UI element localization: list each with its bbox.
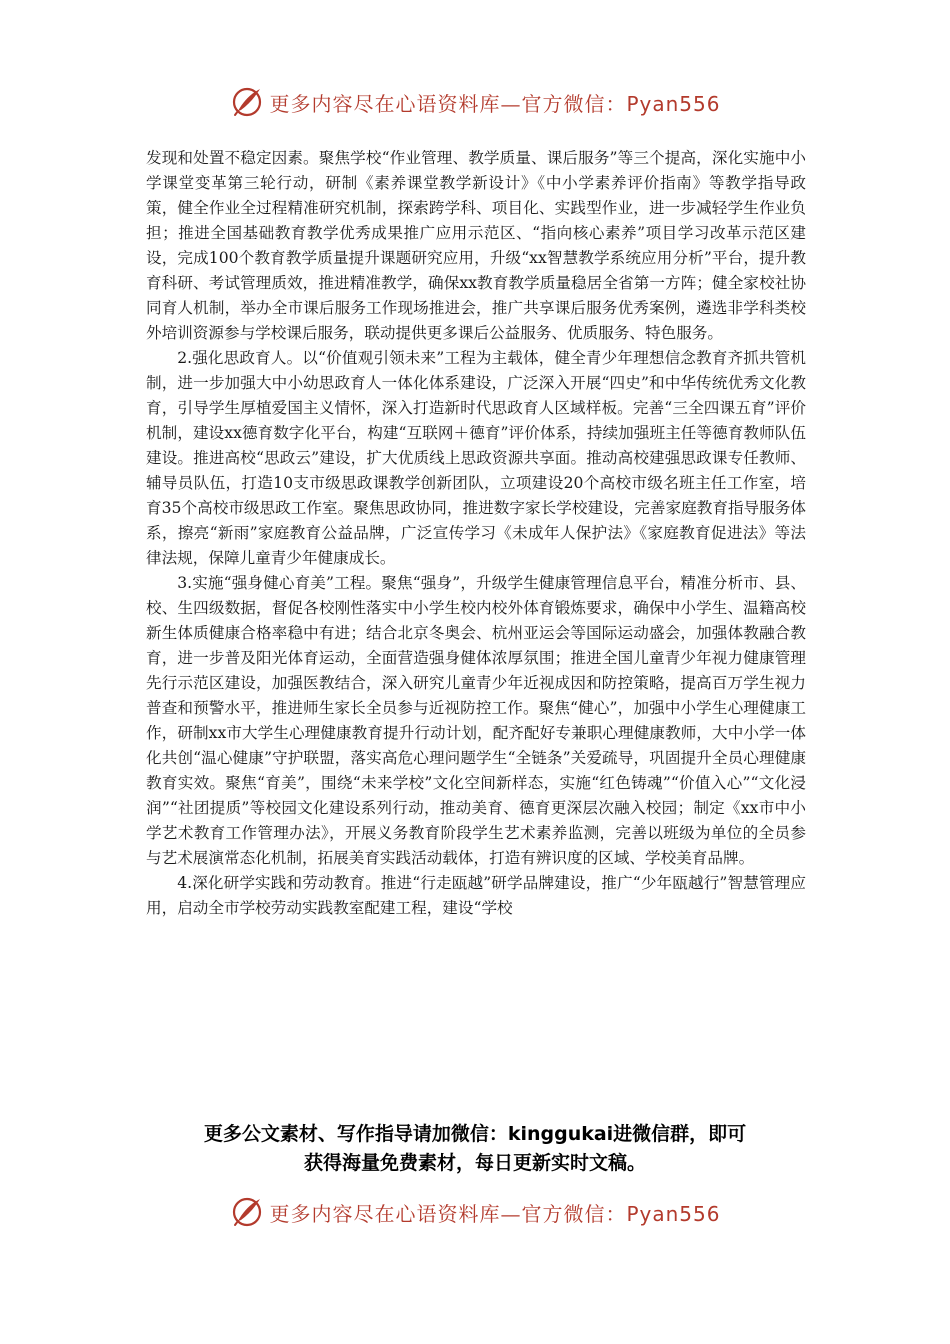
promo-line-2: 获得海量免费素材，每日更新实时文稿。 bbox=[303, 1152, 646, 1174]
header-watermark-banner bbox=[0, 82, 950, 122]
feather-pen-seal-icon bbox=[229, 84, 265, 120]
paragraph-2: 2.强化思政育人。以“价值观引领未来”工程为主载体，健全青少年理想信念教育齐抓共管机制，进一步加强大中小幼思政育人一体化体系建设，广泛深入开展“四史”和中华传统优秀文化教育，引导学生厚植爱国主义情怀，深入打造新时代思政育人区域样板。完善“三全四课五育”评价机制，建设xx德育数字化平台，构建“互联网＋德育”评价体系，持续加强班主任等德育教师队伍建设。推进高校“思政云”建设，扩大优质线上思政资源共享面。推动高校建强思政课专任教师、辅导员队伍，打造10支市级思政课教学创新团队，立项建设20个高校市级名班主任工作室，培育35个高校市级思政工作室。聚焦思政协同，推进数字家长学校建设，完善家庭教育指导服务体系，擦亮“新雨”家庭教育公益品牌，广泛宣传学习《未成年人保护法》《家庭教育促进法》等法律法规，保障儿童青少年健康成长。 bbox=[146, 349, 806, 567]
header-banner-text: 更多内容尽在心语资料库—官方微信：Pyan556 bbox=[269, 91, 721, 116]
body-text bbox=[146, 146, 806, 921]
footer-watermark-banner bbox=[0, 1192, 950, 1232]
footer-banner-text: 更多内容尽在心语资料库—官方微信：Pyan556 bbox=[269, 1201, 721, 1226]
promo-notice bbox=[120, 1120, 830, 1178]
paragraph-3: 3.实施“强身健心育美”工程。聚焦“强身”，升级学生健康管理信息平台，精准分析市、县、校、生四级数据，督促各校刚性落实中小学生校内校外体育锻炼要求，确保中小学生、温籍高校新生体质健康合格率稳中有进；结合北京冬奥会、杭州亚运会等国际运动盛会，加强体教融合教育，进一步普及阳光体育运动，全面营造强身健体浓厚氛围；推进全国儿童青少年视力健康管理先行示范区建设，加强医教结合，深入研究儿童青少年近视成因和防控策略，提高百万学生视力普查和预警水平，推进师生家长全员参与近视防控工作。聚焦“健心”，加强中小学生心理健康工作，研制xx市大学生心理健康教育提升行动计划，配齐配好专兼职心理健康教师，大中小学一体化共创“温心健康”守护联盟，落实高危心理问题学生“全链条”关爱疏导，巩固提升全员心理健康教育实效。聚焦“育美”，围绕“未来学校”文化空间新样态，实施“红色铸魂”“价值入心”“文化浸润”“社团提质”等校园文化建设系列行动，推动美育、德育更深层次融入校园；制定《xx市中小学艺术教育工作管理办法》，开展义务教育阶段学生艺术素养监测，完善以班级为单位的全员参与艺术展演常态化机制，拓展美育实践活动载体，打造有辨识度的区域、学校美育品牌。 bbox=[146, 574, 806, 867]
paragraph-4: 4.深化研学实践和劳动教育。推进“行走瓯越”研学品牌建设，推广“少年瓯越行”智慧管理应用，启动全市学校劳动实践教室配建工程，建设“学校 bbox=[146, 874, 806, 917]
promo-line-1: 更多公文素材、写作指导请加微信：kinggukai进微信群，即可 bbox=[203, 1123, 747, 1145]
feather-pen-seal-icon bbox=[229, 1194, 265, 1230]
paragraph-1: 发现和处置不稳定因素。聚焦学校“作业管理、教学质量、课后服务”等三个提高，深化实施中小学课堂变革第三轮行动，研制《素养课堂教学新设计》《中小学素养评价指南》等教学指导政策，健全作业全过程精准研究机制，探索跨学科、项目化、实践型作业，进一步减轻学生作业负担；推进全国基础教育教学优秀成果推广应用示范区、“指向核心素养”项目学习改革示范区建设，完成100个教育教学质量提升课题研究应用，升级“xx智慧教学系统应用分析”平台，提升教育科研、考试管理质效，推进精准教学，确保xx教育教学质量稳居全省第一方阵；健全家校社协同育人机制，举办全市课后服务工作现场推进会，推广共享课后服务优秀案例，遴选非学科类校外培训资源参与学校课后服务，联动提供更多课后公益服务、优质服务、特色服务。 bbox=[146, 149, 806, 342]
